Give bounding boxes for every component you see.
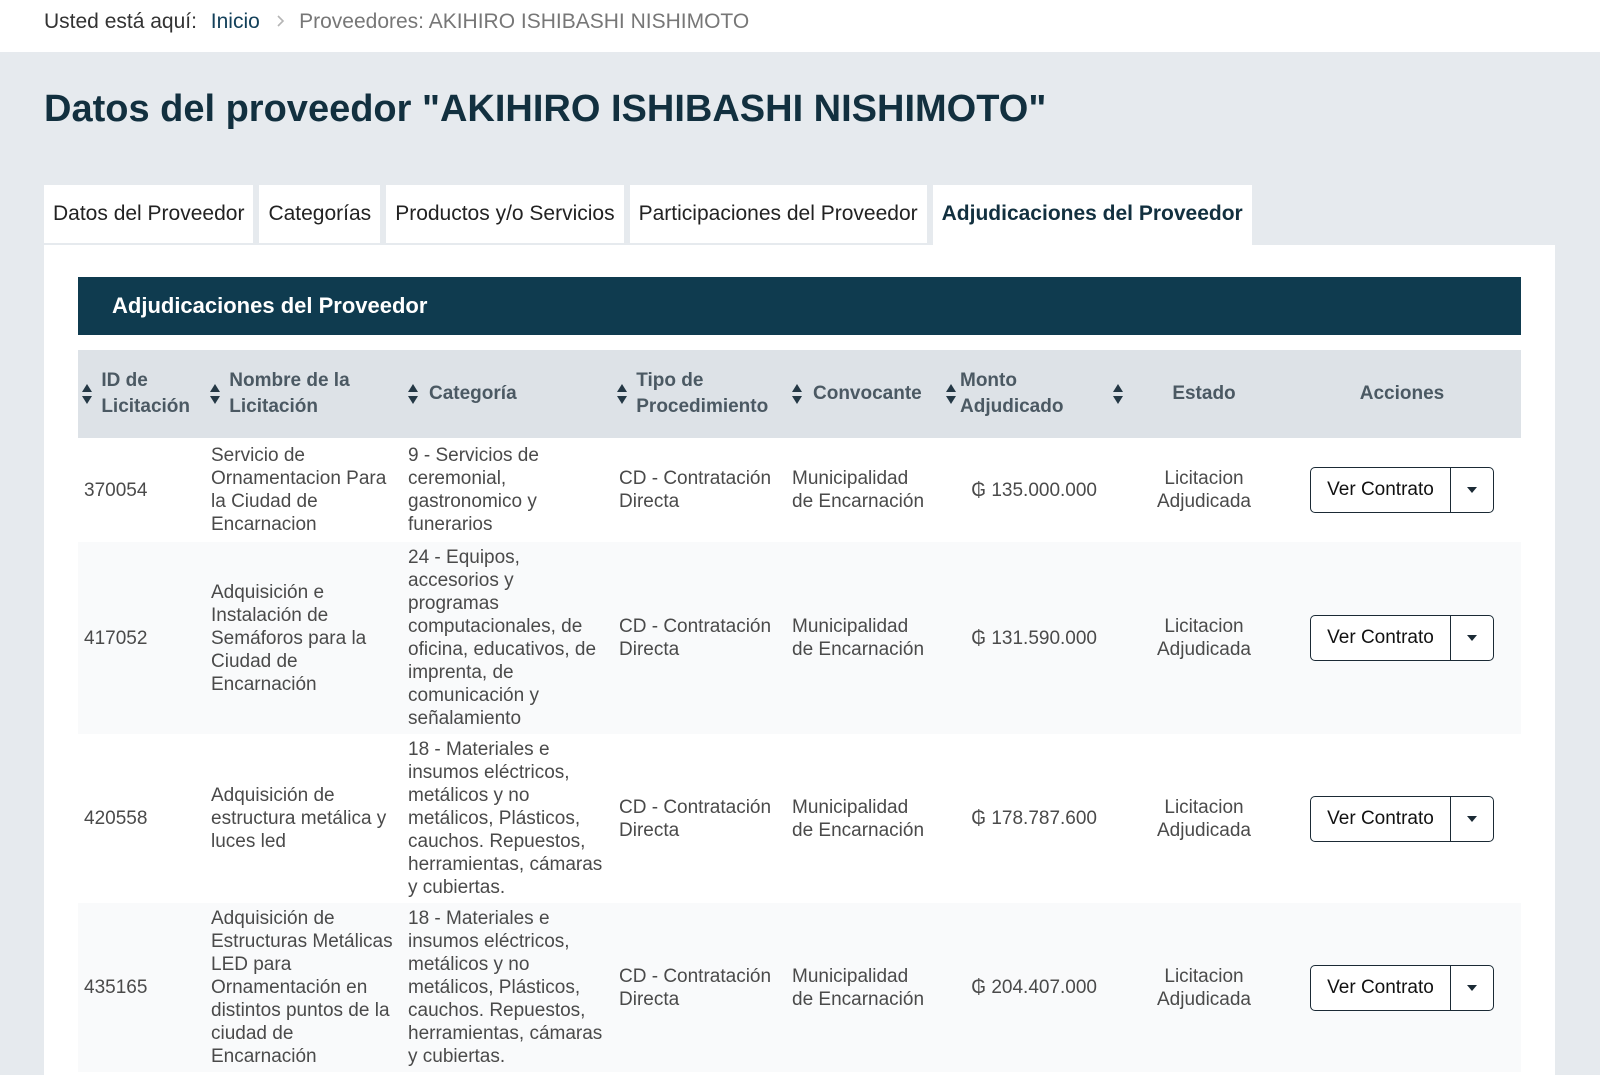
- tab-participaciones[interactable]: Participaciones del Proveedor: [630, 185, 927, 245]
- cell-acciones: [1283, 542, 1521, 734]
- cell-id: 370054: [84, 479, 148, 501]
- column-header-categoria[interactable]: [402, 350, 613, 438]
- caret-down-icon[interactable]: [1451, 468, 1493, 512]
- cell-categoria: 18 - Materiales e insumos eléctricos, metálicos y no metálicos, Plásticos, cauchos. Repuestos, herramientas, cámaras y cubiertas.: [408, 739, 603, 898]
- cell-nombre: Servicio de Ornamentacion Para la Ciudad de Encarnacion: [211, 445, 387, 535]
- cell-estado: Licitacion Adjudicada: [1156, 468, 1252, 512]
- ver-contrato-button-group: [1310, 796, 1494, 842]
- cell-categoria: 9 - Servicios de ceremonial, gastronomico y funerarios: [408, 445, 539, 535]
- tab-categorias[interactable]: Categorías: [259, 185, 380, 245]
- cell-nombre: Adquisición e Instalación de Semáforos para la Ciudad de Encarnación: [205, 542, 402, 734]
- cell-monto: ₲ 131.590.000: [940, 542, 1125, 734]
- sort-icon[interactable]: [944, 384, 958, 404]
- cell-id: 435165: [78, 903, 205, 1072]
- table-row: [78, 542, 1521, 734]
- sort-icon[interactable]: [406, 384, 420, 404]
- cell-estado: Licitacion Adjudicada: [1125, 903, 1283, 1072]
- cell-convocante: Municipalidad de Encarnación: [786, 903, 940, 1072]
- sort-icon[interactable]: [790, 384, 804, 404]
- cell-convocante: Municipalidad de Encarnación: [786, 542, 940, 734]
- cell-tipo: CD - Contratación Directa: [619, 468, 772, 512]
- column-header-label: Tipo de Procedimiento: [636, 370, 769, 417]
- cell-categoria: 24 - Equipos, accesorios y programas computacionales, de oficina, educativos, de imprenta, de comunicación y señalamiento: [402, 542, 613, 734]
- chevron-right-icon: [276, 15, 289, 32]
- cell-nombre: Adquisición de estructura metálica y luces led: [211, 785, 387, 852]
- table-header-row: [78, 350, 1521, 438]
- column-header-label: Convocante: [813, 383, 922, 404]
- column-header-tipo[interactable]: [613, 350, 786, 438]
- sort-icon[interactable]: [82, 384, 92, 404]
- tab-productos-servicios[interactable]: Productos y/o Servicios: [386, 185, 623, 245]
- table-row: [78, 903, 1521, 1072]
- breadcrumb-current: Proveedores: AKIHIRO ISHIBASHI NISHIMOTO: [299, 10, 750, 33]
- tab-bar: [44, 185, 1252, 245]
- column-header-label: Monto Adjudicado: [960, 370, 1064, 417]
- panel-header: Adjudicaciones del Proveedor: [78, 277, 1521, 335]
- column-header-estado[interactable]: Estado: [1125, 350, 1283, 438]
- ver-contrato-button[interactable]: Ver Contrato: [1311, 468, 1451, 512]
- sort-icon[interactable]: [1111, 384, 1125, 404]
- column-header-label: ID de Licitación: [101, 370, 191, 417]
- cell-nombre: Adquisición de Estructuras Metálicas LED para Ornamentación en distintos puntos de la ciudad de Encarnación: [205, 903, 402, 1072]
- cell-id: 420558: [84, 808, 148, 829]
- sort-icon[interactable]: [209, 384, 220, 404]
- cell-tipo: CD - Contratación Directa: [613, 542, 786, 734]
- column-header-acciones: Acciones: [1283, 350, 1521, 438]
- caret-down-icon[interactable]: [1451, 966, 1493, 1010]
- column-header-monto[interactable]: [940, 350, 1125, 438]
- cell-monto: ₲ 135.000.000: [971, 479, 1097, 501]
- cell-monto: ₲ 178.787.600: [971, 808, 1097, 829]
- breadcrumb: [0, 0, 1600, 52]
- tab-adjudicaciones[interactable]: Adjudicaciones del Proveedor: [933, 185, 1252, 245]
- ver-contrato-button[interactable]: Ver Contrato: [1311, 616, 1451, 660]
- cell-acciones: [1283, 438, 1521, 542]
- cell-estado: Licitacion Adjudicada: [1125, 542, 1283, 734]
- cell-acciones: [1283, 734, 1521, 903]
- ver-contrato-button-group: [1310, 615, 1494, 661]
- cell-tipo: CD - Contratación Directa: [613, 903, 786, 1072]
- column-header-id[interactable]: [78, 350, 205, 438]
- column-header-convocante[interactable]: [786, 350, 940, 438]
- cell-monto: ₲ 204.407.000: [940, 903, 1125, 1072]
- ver-contrato-button-group: [1310, 467, 1494, 513]
- sort-icon[interactable]: [617, 384, 627, 404]
- cell-convocante: Municipalidad de Encarnación: [792, 468, 925, 512]
- column-header-label: Categoría: [429, 383, 517, 404]
- table-row: [78, 438, 1521, 542]
- column-header-label: Nombre de la Licitación: [229, 370, 350, 417]
- adjudicaciones-table: [78, 350, 1521, 1072]
- caret-down-icon[interactable]: [1451, 797, 1493, 841]
- tab-datos-del-proveedor[interactable]: Datos del Proveedor: [44, 185, 253, 245]
- cell-id: 417052: [78, 542, 205, 734]
- table-row: [78, 734, 1521, 903]
- ver-contrato-button[interactable]: Ver Contrato: [1311, 797, 1451, 841]
- cell-acciones: [1283, 903, 1521, 1072]
- breadcrumb-prefix: Usted está aquí:: [44, 10, 197, 33]
- cell-convocante: Municipalidad de Encarnación: [792, 796, 925, 841]
- page-title: Datos del proveedor "AKIHIRO ISHIBASHI NISHIMOTO": [44, 88, 1047, 130]
- ver-contrato-button-group: [1310, 965, 1494, 1011]
- ver-contrato-button[interactable]: Ver Contrato: [1311, 966, 1451, 1010]
- caret-down-icon[interactable]: [1451, 616, 1493, 660]
- adjudicaciones-panel: [44, 245, 1555, 1075]
- cell-tipo: CD - Contratación Directa: [619, 796, 772, 841]
- breadcrumb-home-link[interactable]: Inicio: [210, 10, 260, 33]
- cell-categoria: 18 - Materiales e insumos eléctricos, metálicos y no metálicos, Plásticos, cauchos. Repuestos, herramientas, cámaras y cubiertas.: [402, 903, 613, 1072]
- cell-estado: Licitacion Adjudicada: [1156, 796, 1252, 841]
- column-header-nombre[interactable]: [205, 350, 402, 438]
